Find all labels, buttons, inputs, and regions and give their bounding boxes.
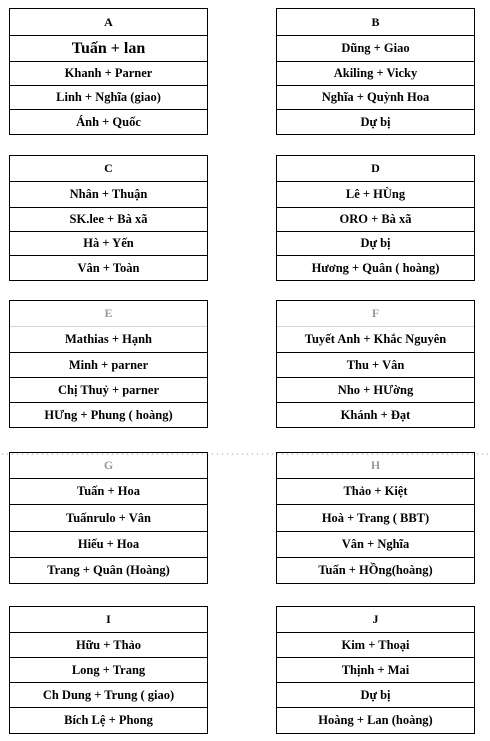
group-member: Minh + parner (10, 352, 207, 377)
group-member: Dự bị (277, 231, 474, 255)
group-title: H (370, 458, 381, 472)
group-member: Tuấn + lan (10, 35, 207, 61)
group-b (276, 8, 475, 135)
group-member: Tuấnrulo + Vân (10, 504, 207, 531)
group-member: Hiếu + Hoa (10, 531, 207, 557)
group-title: E (104, 306, 113, 320)
group-title: G (103, 458, 114, 472)
group-title: D (371, 161, 380, 175)
group-i (9, 606, 208, 734)
group-member: Hương + Quân ( hoàng) (277, 255, 474, 280)
group-member: Nhân + Thuận (10, 181, 207, 207)
group-title: J (372, 612, 379, 626)
group-f (276, 300, 475, 428)
group-member: Nho + HƯờng (277, 377, 474, 402)
group-member: SK.lee + Bà xã (10, 207, 207, 231)
group-member: Tuấn + Hoa (10, 478, 207, 504)
group-member: Vân + Toàn (10, 255, 207, 280)
group-member: Ánh + Quốc (10, 109, 207, 134)
group-member: Dũng + Giao (277, 35, 474, 61)
group-member: Hoàng + Lan (hoàng) (277, 707, 474, 733)
group-member: Bích Lệ + Phong (10, 707, 207, 733)
group-h (276, 452, 475, 584)
group-title: I (106, 612, 111, 626)
group-title: C (104, 161, 113, 175)
group-e (9, 300, 208, 428)
group-a (9, 8, 208, 135)
group-member: Vân + Nghĩa (277, 531, 474, 557)
group-member: Dự bị (277, 109, 474, 134)
group-member: Lê + HÙng (277, 181, 474, 207)
group-member: Khanh + Parner (10, 61, 207, 85)
group-member: Khánh + Đạt (277, 402, 474, 427)
group-member: Hữu + Thảo (10, 632, 207, 657)
group-title: F (371, 306, 380, 320)
group-title: B (371, 14, 380, 29)
group-j (276, 606, 475, 734)
group-member: Tuấn + HỒng(hoàng) (277, 557, 474, 583)
group-d (276, 155, 475, 281)
group-member: Chị Thuỷ + parner (10, 377, 207, 402)
group-member: Thu + Vân (277, 352, 474, 377)
group-member: Dự bị (277, 682, 474, 707)
group-member: Ch Dung + Trung ( giao) (10, 682, 207, 707)
group-member: Tuyết Anh + Khắc Nguyên (277, 326, 474, 352)
group-title: A (104, 14, 113, 29)
group-member: Thảo + Kiệt (277, 478, 474, 504)
group-member: Trang + Quân (Hoàng) (10, 557, 207, 583)
group-member: Hoà + Trang ( BBT) (277, 504, 474, 531)
group-member: Nghĩa + Quỳnh Hoa (277, 85, 474, 109)
group-member: ORO + Bà xã (277, 207, 474, 231)
group-c (9, 155, 208, 281)
group-member: Linh + Nghĩa (giao) (10, 85, 207, 109)
group-member: Kim + Thoại (277, 632, 474, 657)
group-member: HƯng + Phung ( hoàng) (10, 402, 207, 427)
group-member: Mathias + Hạnh (10, 326, 207, 352)
group-member: Akiling + Vicky (277, 61, 474, 85)
group-member: Long + Trang (10, 657, 207, 682)
group-member: Hà + Yến (10, 231, 207, 255)
group-g (9, 452, 208, 584)
group-member: Thịnh + Mai (277, 657, 474, 682)
